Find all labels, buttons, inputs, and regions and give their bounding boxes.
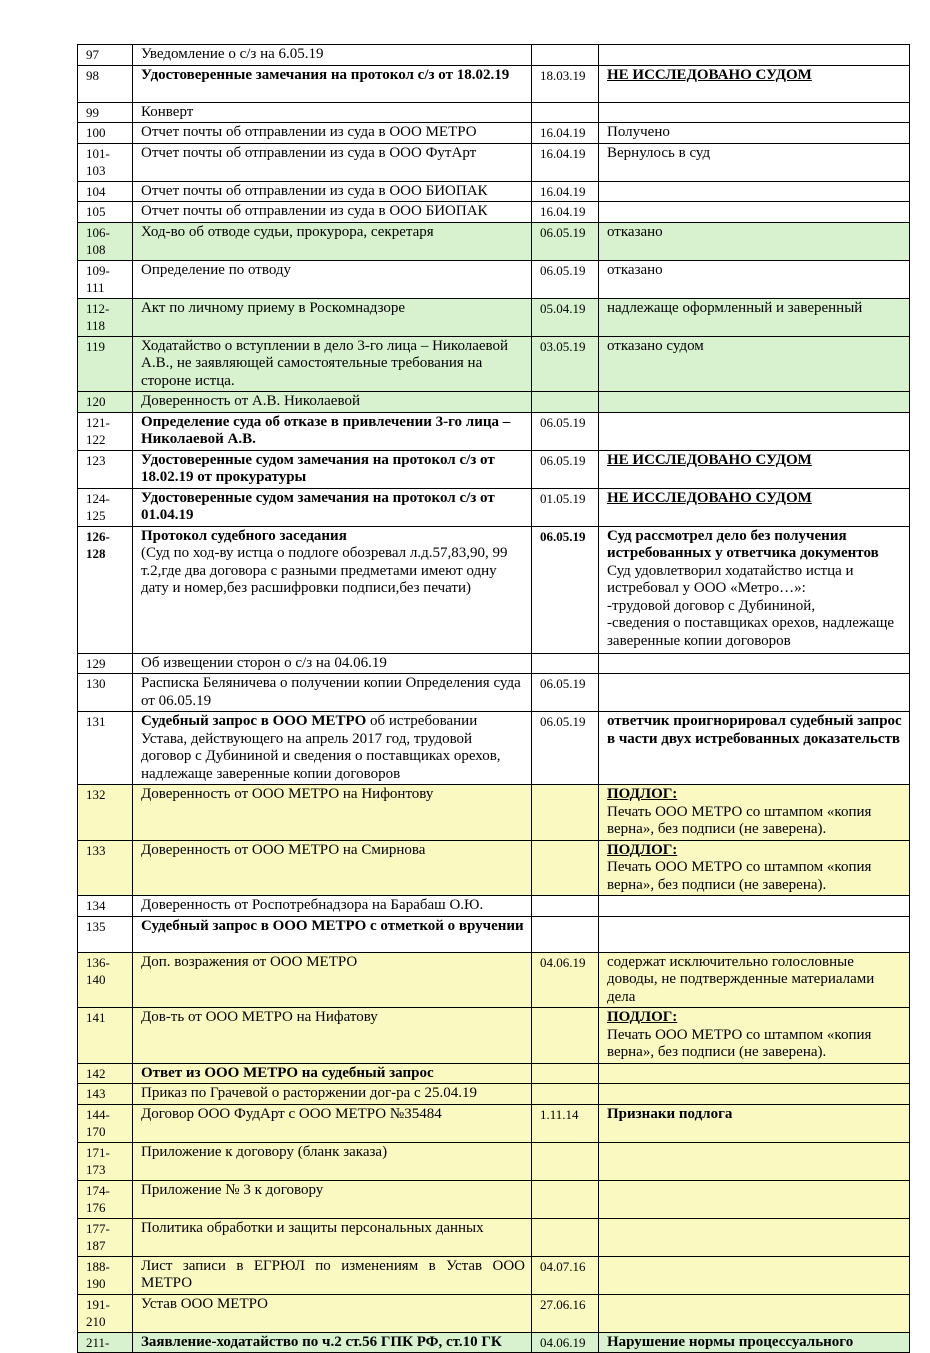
- row-date: 06.05.19: [532, 260, 599, 298]
- row-number: 143: [78, 1084, 133, 1105]
- row-number: 141: [78, 1008, 133, 1064]
- row-note: Нарушение нормы процессуального: [599, 1332, 910, 1353]
- row-document: Акт по личному приему в Роскомнадзоре: [133, 298, 532, 336]
- table-row: [78, 488, 910, 526]
- row-number: 144- 170: [78, 1104, 133, 1142]
- row-note: [599, 1063, 910, 1084]
- row-document: Ходатайство о вступлении в дело 3-го лица – Николаевой А.В., не заявляющей самостоятельные требования на стороне истца.: [133, 336, 532, 392]
- row-number: 188- 190: [78, 1256, 133, 1294]
- table-row: [78, 916, 910, 952]
- row-document: Лист записи в ЕГРЮЛ по изменениям в Устав ООО МЕТРО: [133, 1256, 532, 1294]
- row-date: 16.04.19: [532, 181, 599, 202]
- table-row: [78, 181, 910, 202]
- row-date: [532, 785, 599, 841]
- row-document: Определение суда об отказе в привлечении 3-го лица – Николаевой А.В.: [133, 412, 532, 450]
- row-document: Ответ из ООО МЕТРО на судебный запрос: [133, 1063, 532, 1084]
- row-number: 123: [78, 450, 133, 488]
- row-date: 06.05.19: [532, 712, 599, 785]
- table-row: [78, 1180, 910, 1218]
- row-number: 101- 103: [78, 143, 133, 181]
- row-note: [599, 1008, 910, 1064]
- row-document: Отчет почты об отправлении из суда в ООО БИОПАК: [133, 202, 532, 223]
- row-document: Отчет почты об отправлении из суда в ООО ФутАрт: [133, 143, 532, 181]
- row-number: 112- 118: [78, 298, 133, 336]
- row-document-title: Протокол судебного заседания: [141, 527, 347, 544]
- row-note: [599, 653, 910, 674]
- table-row: [78, 260, 910, 298]
- row-document: Доверенность от Роспотребнадзора на Барабаш О.Ю.: [133, 896, 532, 917]
- row-document: Доверенность от А.В. Николаевой: [133, 392, 532, 413]
- row-document: Договор ООО ФудАрт с ООО МЕТРО №35484: [133, 1104, 532, 1142]
- row-number: 174- 176: [78, 1180, 133, 1218]
- row-date: 27.06.16: [532, 1294, 599, 1332]
- row-note-details: Печать ООО МЕТРО со штампом «копия верна», без подписи (не заверена).: [607, 859, 872, 893]
- row-note: НЕ ИССЛЕДОВАНО СУДОМ: [599, 450, 910, 488]
- row-document: Отчет почты об отправлении из суда в ООО МЕТРО: [133, 123, 532, 144]
- row-date: [532, 1008, 599, 1064]
- row-date: [532, 1084, 599, 1105]
- row-date: [532, 45, 599, 66]
- row-note: [599, 45, 910, 66]
- row-number: 99: [78, 102, 133, 123]
- row-note: НЕ ИССЛЕДОВАНО СУДОМ: [599, 65, 910, 102]
- row-number: 104: [78, 181, 133, 202]
- table-row: [78, 1294, 910, 1332]
- table-row: [78, 952, 910, 1008]
- row-date: [532, 392, 599, 413]
- row-date: [532, 840, 599, 896]
- row-number: 130: [78, 674, 133, 712]
- row-number: 121- 122: [78, 412, 133, 450]
- row-number: 171- 173: [78, 1142, 133, 1180]
- row-date: [532, 916, 599, 952]
- row-document: Определение по отводу: [133, 260, 532, 298]
- row-document-details: (Суд по ход-ву истца о подлоге обозревал л.д.57,83,90, 99 т.2,где два договора с разными предметами имеют одну дату и номер,без расшифровки подписи,без печати): [141, 545, 508, 596]
- row-document: Судебный запрос в ООО МЕТРО с отметкой о вручении: [133, 916, 532, 952]
- row-date: 1.11.14: [532, 1104, 599, 1142]
- row-note: Вернулось в суд: [599, 143, 910, 181]
- row-date: 16.04.19: [532, 123, 599, 144]
- row-document: Доп. возражения от ООО МЕТРО: [133, 952, 532, 1008]
- row-note: [599, 1142, 910, 1180]
- row-note: [599, 840, 910, 896]
- row-document: Удостоверенные замечания на протокол с/з от 18.02.19: [133, 65, 532, 102]
- table-row: [78, 1332, 910, 1353]
- row-number: 126- 128: [78, 526, 133, 653]
- row-note: [599, 785, 910, 841]
- row-note-title: Суд рассмотрел дело без получения истребованных у ответчика документов: [607, 527, 879, 561]
- table-row: [78, 1256, 910, 1294]
- row-date: 04.07.16: [532, 1256, 599, 1294]
- row-number: 131: [78, 712, 133, 785]
- row-note: [599, 412, 910, 450]
- row-date: [532, 1218, 599, 1256]
- row-note: надлежаще оформленный и заверенный: [599, 298, 910, 336]
- row-date: 03.05.19: [532, 336, 599, 392]
- table-row: [78, 1142, 910, 1180]
- row-note-details: Печать ООО МЕТРО со штампом «копия верна», без подписи (не заверена).: [607, 803, 872, 837]
- forgery-label: ПОДЛОГ:: [607, 841, 678, 858]
- row-date: 01.05.19: [532, 488, 599, 526]
- row-note: содержат исключительно голословные доводы, не подтвержденные материалами дела: [599, 952, 910, 1008]
- row-document: Расписка Беляничева о получении копии Определения суда от 06.05.19: [133, 674, 532, 712]
- row-note-details: Печать ООО МЕТРО со штампом «копия верна», без подписи (не заверена).: [607, 1026, 872, 1060]
- row-note: Получено: [599, 123, 910, 144]
- table-row: [78, 674, 910, 712]
- row-date: [532, 102, 599, 123]
- row-document: Приложение № 3 к договору: [133, 1180, 532, 1218]
- row-date: [532, 653, 599, 674]
- row-number: 142: [78, 1063, 133, 1084]
- row-note: НЕ ИССЛЕДОВАНО СУДОМ: [599, 488, 910, 526]
- row-date: 18.03.19: [532, 65, 599, 102]
- row-document: [133, 712, 532, 785]
- row-number: 98: [78, 65, 133, 102]
- row-note: [599, 181, 910, 202]
- table-row: [78, 712, 910, 785]
- row-number: 135: [78, 916, 133, 952]
- row-document: Доверенность от ООО МЕТРО на Нифонтову: [133, 785, 532, 841]
- row-number: 129: [78, 653, 133, 674]
- row-note: [599, 674, 910, 712]
- row-document: Удостоверенные судом замечания на протокол с/з от 18.02.19 от прокуратуры: [133, 450, 532, 488]
- row-document-title: Судебный запрос в ООО МЕТРО: [141, 713, 367, 729]
- row-document: Об извещении сторон о с/з на 04.06.19: [133, 653, 532, 674]
- table-row: [78, 202, 910, 223]
- row-number: 132: [78, 785, 133, 841]
- row-date: [532, 896, 599, 917]
- row-number: 106- 108: [78, 222, 133, 260]
- row-document-details: об истребовании Устава, действующего на апрель 2017 год, трудовой договор с Дубининой и сведения о поставщиках орехов, надлежаще заверенные копии договоров: [141, 713, 501, 782]
- table-row: [78, 896, 910, 917]
- row-date: 06.05.19: [532, 450, 599, 488]
- table-row: [78, 102, 910, 123]
- table-row: [78, 298, 910, 336]
- table-row: [78, 1218, 910, 1256]
- table-row: [78, 336, 910, 392]
- table-row: [78, 1084, 910, 1105]
- row-note: [599, 202, 910, 223]
- row-date: 05.04.19: [532, 298, 599, 336]
- row-number: 100: [78, 123, 133, 144]
- row-note: [599, 916, 910, 952]
- table-row: [78, 653, 910, 674]
- row-date: 06.05.19: [532, 526, 599, 653]
- row-number: 136- 140: [78, 952, 133, 1008]
- row-document: Доверенность от ООО МЕТРО на Смирнова: [133, 840, 532, 896]
- row-date: 16.04.19: [532, 143, 599, 181]
- row-note: [599, 1294, 910, 1332]
- row-note: [599, 526, 910, 653]
- row-date: 04.06.19: [532, 952, 599, 1008]
- row-note: ответчик проигнорировал судебный запрос в части двух истребованных доказательств: [599, 712, 910, 785]
- row-document: Ход-во об отводе судьи, прокурора, секретаря: [133, 222, 532, 260]
- table-row: [78, 840, 910, 896]
- row-date: 04.06.19: [532, 1332, 599, 1353]
- table-row: [78, 526, 910, 653]
- row-number: 105: [78, 202, 133, 223]
- row-date: 06.05.19: [532, 674, 599, 712]
- row-number: 109- 111: [78, 260, 133, 298]
- row-date: 06.05.19: [532, 412, 599, 450]
- row-number: 120: [78, 392, 133, 413]
- row-document: Устав ООО МЕТРО: [133, 1294, 532, 1332]
- row-note: [599, 1218, 910, 1256]
- table-row: [78, 222, 910, 260]
- table-row: [78, 143, 910, 181]
- row-number: 211-: [78, 1332, 133, 1353]
- row-document: Уведомление о с/з на 6.05.19: [133, 45, 532, 66]
- row-number: 191- 210: [78, 1294, 133, 1332]
- row-note: [599, 1180, 910, 1218]
- table-row: [78, 1008, 910, 1064]
- row-number: 133: [78, 840, 133, 896]
- table-row: [78, 123, 910, 144]
- row-date: 06.05.19: [532, 222, 599, 260]
- row-document: Отчет почты об отправлении из суда в ООО БИОПАК: [133, 181, 532, 202]
- table-row: [78, 785, 910, 841]
- row-document: Дов-ть от ООО МЕТРО на Нифатову: [133, 1008, 532, 1064]
- row-document: Приложение к договору (бланк заказа): [133, 1142, 532, 1180]
- row-note: [599, 102, 910, 123]
- row-number: 97: [78, 45, 133, 66]
- forgery-label: ПОДЛОГ:: [607, 786, 678, 802]
- row-date: [532, 1142, 599, 1180]
- table-row: [78, 1104, 910, 1142]
- row-document: Политика обработки и защиты персональных данных: [133, 1218, 532, 1256]
- document-table: [77, 44, 910, 1353]
- row-document: Заявление-ходатайство по ч.2 ст.56 ГПК РФ, ст.10 ГК: [133, 1332, 532, 1353]
- table-row: [78, 450, 910, 488]
- table-row: [78, 392, 910, 413]
- row-note: [599, 1084, 910, 1105]
- row-number: 124- 125: [78, 488, 133, 526]
- row-note: отказано судом: [599, 336, 910, 392]
- row-date: 16.04.19: [532, 202, 599, 223]
- row-note: отказано: [599, 260, 910, 298]
- row-note-details: Суд удовлетворил ходатайство истца и истребовал у ООО «Метро…»: -трудовой договор с Дубининой, -сведения о поставщиках орехов, надлежаще заверенные копии договоров: [607, 562, 895, 649]
- row-number: 119: [78, 336, 133, 392]
- row-note: Признаки подлога: [599, 1104, 910, 1142]
- row-document: Конверт: [133, 102, 532, 123]
- row-number: 134: [78, 896, 133, 917]
- table-row: [78, 45, 910, 66]
- row-note: [599, 1256, 910, 1294]
- row-document: Удостоверенные судом замечания на протокол с/з от 01.04.19: [133, 488, 532, 526]
- row-date: [532, 1063, 599, 1084]
- table-row: [78, 1063, 910, 1084]
- row-note: отказано: [599, 222, 910, 260]
- row-document: [133, 526, 532, 653]
- forgery-label: ПОДЛОГ:: [607, 1009, 678, 1025]
- row-note: [599, 896, 910, 917]
- table-row: [78, 65, 910, 102]
- row-date: [532, 1180, 599, 1218]
- table-row: [78, 412, 910, 450]
- row-number: 177- 187: [78, 1218, 133, 1256]
- row-document: Приказ по Грачевой о расторжении дог-ра с 25.04.19: [133, 1084, 532, 1105]
- row-note: [599, 392, 910, 413]
